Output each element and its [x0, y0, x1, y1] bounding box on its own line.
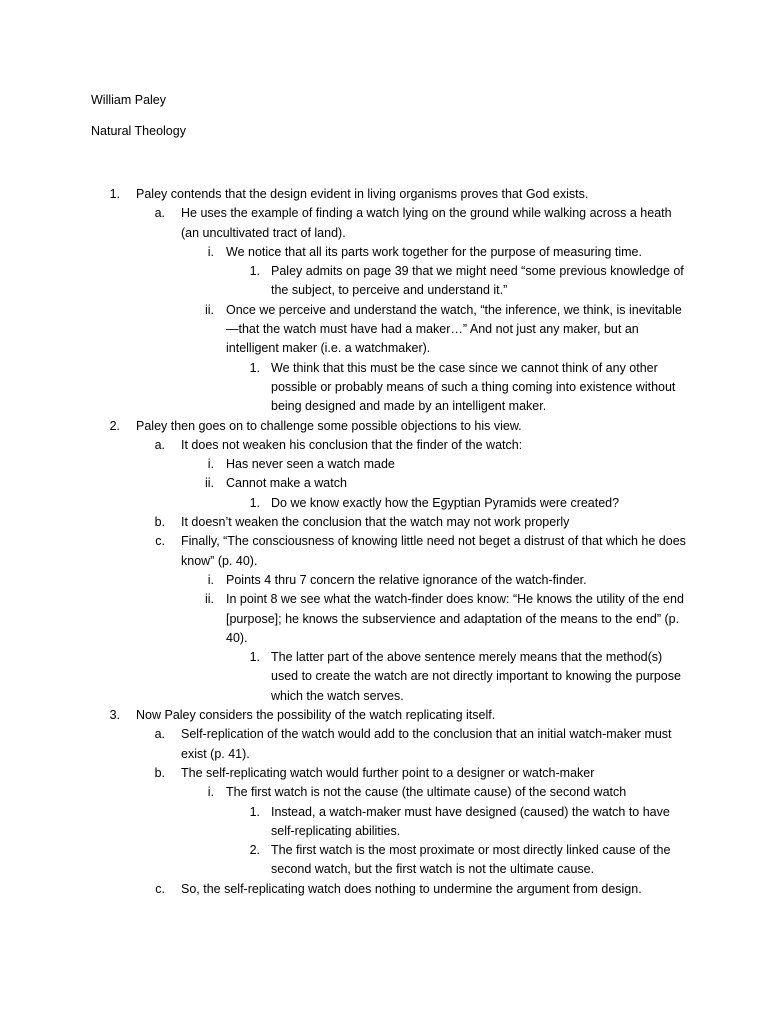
item-marker: 2. [249, 843, 260, 858]
outline-item [0, 359, 768, 417]
item-text: Once we perceive and understand the watch, “the inference, we think, is inevitable—that the watch must have had a maker…” And not just any maker, but an intelligent maker (i.e. a watchmaker). [226, 302, 682, 356]
outline-item [0, 880, 768, 899]
item-marker: ii. [204, 592, 214, 607]
outline-item [0, 436, 768, 455]
document-subtitle: Natural Theology [91, 124, 186, 138]
item-marker: ii. [204, 302, 214, 317]
item-marker: b. [154, 515, 165, 530]
outline-item [0, 803, 768, 842]
item-marker: a. [154, 437, 165, 452]
outline-item [0, 494, 768, 513]
item-marker: b. [154, 765, 165, 780]
item-text: It doesn’t weaken the conclusion that the watch may not work properly [181, 515, 570, 530]
item-marker: 1. [249, 495, 260, 510]
outline-item [0, 706, 768, 725]
outline-item [0, 204, 768, 243]
outline-item [0, 764, 768, 783]
outline-item [0, 243, 768, 262]
item-text: Has never seen a watch made [226, 457, 395, 472]
item-marker: i. [207, 244, 214, 259]
outline-item [0, 262, 768, 301]
outline-item [0, 455, 768, 474]
item-marker: a. [154, 206, 165, 221]
item-text: Paley contends that the design evident in living organisms proves that God exists. [136, 187, 589, 201]
item-marker: 1. [109, 187, 120, 201]
item-marker: c. [155, 534, 165, 549]
outline-list [0, 185, 768, 899]
outline-item [0, 417, 768, 436]
item-text: The self-replicating watch would further point to a designer or watch-maker [181, 765, 595, 780]
item-text: Do we know exactly how the Egyptian Pyramids were created? [271, 495, 620, 510]
item-text: Self-replication of the watch would add to the conclusion that an initial watch-maker must exist (p. 41). [181, 727, 672, 761]
item-text: Instead, a watch-maker must have designed (caused) the watch to have self-replicating abilities. [271, 804, 670, 838]
outline-item [0, 474, 768, 493]
item-marker: a. [154, 727, 165, 742]
outline-item [0, 185, 768, 204]
item-text: We notice that all its parts work together for the purpose of measuring time. [226, 244, 642, 259]
item-text: Cannot make a watch [226, 476, 347, 491]
item-marker: 2. [109, 418, 120, 433]
outline-item [0, 532, 768, 571]
item-marker: 1. [249, 264, 260, 279]
item-marker: ii. [204, 476, 214, 491]
outline-item [0, 725, 768, 764]
item-marker: 3. [109, 708, 120, 723]
item-marker: i. [207, 785, 214, 800]
item-text: So, the self-replicating watch does nothing to undermine the argument from design. [181, 881, 642, 896]
outline-item [0, 513, 768, 532]
item-marker: c. [155, 881, 165, 896]
item-text: Paley then goes on to challenge some possible objections to his view. [136, 418, 522, 433]
document-title: William Paley [91, 93, 167, 107]
outline-item [0, 301, 768, 359]
item-marker: i. [207, 572, 214, 587]
outline-item [0, 783, 768, 802]
item-text: The latter part of the above sentence merely means that the method(s) used to create the watch are not directly important to knowing the purpose which the watch serves. [271, 650, 681, 703]
item-marker: 1. [249, 650, 260, 665]
item-text: Now Paley considers the possibility of the watch replicating itself. [136, 708, 496, 723]
item-text: The first watch is not the cause (the ultimate cause) of the second watch [226, 785, 627, 800]
item-text: Finally, “The consciousness of knowing little need not beget a distrust of that which he does know” (p. 40). [181, 534, 686, 568]
item-text: He uses the example of finding a watch lying on the ground while walking across a heath (an uncultivated tract of land). [181, 206, 672, 240]
item-text: In point 8 we see what the watch-finder does know: “He knows the utility of the end [purpose]; he knows the subservience and adaptation of the means to the end” (p. 40). [226, 592, 684, 645]
outline-item [0, 841, 768, 880]
outline-item [0, 590, 768, 648]
item-marker: 1. [249, 360, 260, 375]
item-text: It does not weaken his conclusion that the finder of the watch: [181, 437, 523, 452]
item-text: Points 4 thru 7 concern the relative ignorance of the watch-finder. [226, 572, 587, 587]
item-text: The first watch is the most proximate or most directly linked cause of the second watch, but the first watch is not the ultimate cause. [271, 843, 671, 877]
item-marker: 1. [249, 804, 260, 819]
item-text: Paley admits on page 39 that we might need “some previous knowledge of the subject, to perceive and understand it.” [271, 264, 684, 298]
outline-item [0, 648, 768, 706]
item-text: We think that this must be the case since we cannot think of any other possible or probably means of such a thing coming into existence without being designed and made by an intelligent maker. [271, 360, 676, 414]
item-marker: i. [207, 457, 214, 472]
outline-item [0, 571, 768, 590]
